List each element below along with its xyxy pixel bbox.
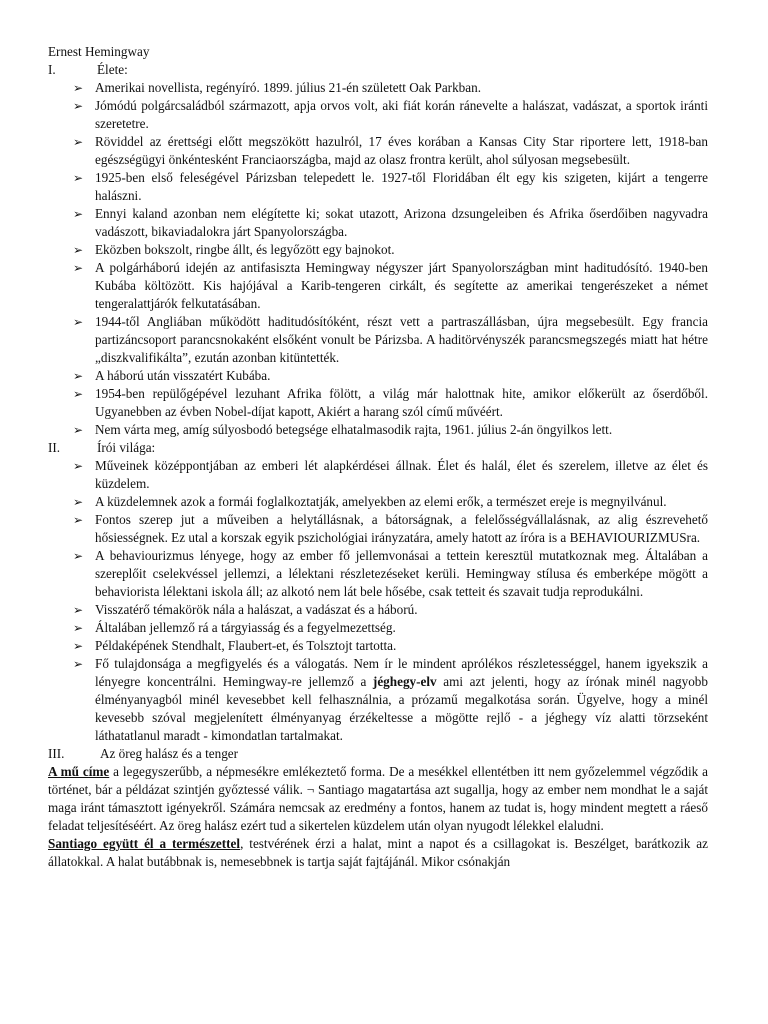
list-item: [48, 97, 708, 133]
list-item: [48, 133, 708, 169]
list-item: [48, 367, 708, 385]
bullet-text: Jómódú polgárcsaládból származott, apja orvos volt, aki fiát korán ránevelte a halászat, vadászat, a sportok iránti szeretetre.: [95, 98, 708, 131]
section-number: I.: [48, 62, 56, 77]
list-item: [48, 601, 708, 619]
list-item: [48, 421, 708, 439]
bullet-text: 1954-ben repülőgépével lezuhant Afrika fölött, a világ már halottnak hite, amikor előkerült az őserdőből. Ugyanebben az évben Nobel-díjat kapott, Akiért a harang szól című művéért.: [95, 386, 708, 419]
paragraph-text: a legegyszerűbb, a népmesékre emlékeztető forma. De a mesékkel ellentétben itt nem győzelemmel végződik a történet, bár a példázat szintjén győztessé válik. ¬ Santiago magatartása azt sugallja, hogy az ember nem mondhat le a saját maga iránt támasztott igényekről. Számára nemcsak az eredmény a fontos, hanem az tudat is, hogy mindent megtett a ráeső feladat teljesítéséért. Az öreg halász ezért tud a sikertelen küzdelem után olyan nyugodt lélekkel elaludni.: [48, 764, 708, 833]
arrow-right-icon: ➢: [73, 459, 84, 473]
bullet-text: 1925-ben első feleségével Párizsban telepedett le. 1927-től Floridában élt egy kis szigeten, kijárt a tengerre halászni.: [95, 170, 708, 203]
arrow-right-icon: ➢: [73, 81, 84, 95]
world-bullet-list-last: [48, 655, 708, 745]
list-item: [48, 205, 708, 241]
bullet-text: Általában jellemző rá a tárgyiasság és a fegyelmezettség.: [95, 620, 396, 635]
list-item: [48, 79, 708, 97]
arrow-right-icon: ➢: [73, 243, 84, 257]
section-heading-world: [48, 439, 708, 457]
paragraph-label: Santiago együtt él a természettel: [48, 836, 241, 851]
bullet-text: Amerikai novellista, regényíró. 1899. július 21-én született Oak Parkban.: [95, 80, 482, 95]
paragraph-text: , testvérének érzi a halat, mint a napot és a csillagokat is. Beszélget, barátkozik az állatokkal. A halat butábbnak is, nemesebbnek is tartja saját fajtájánál. Mikor csónakján: [48, 836, 708, 869]
arrow-right-icon: ➢: [73, 261, 84, 275]
list-item: [48, 241, 708, 259]
bullet-text: Műveinek középpontjában az emberi lét alapkérdései állnak. Élet és halál, élet és szerelem, illetve az élet és küzdelem.: [95, 458, 708, 491]
arrow-right-icon: ➢: [73, 603, 84, 617]
list-item: [48, 547, 708, 601]
list-item: [48, 313, 708, 367]
section-heading-novel: [48, 745, 708, 763]
bullet-text: Ennyi kaland azonban nem elégítette ki; sokat utazott, Arizona dzsungeleiben és Afrika őserdőiben nagyvadra vadászott, bikaviadalokra járt Spanyolországba.: [95, 206, 708, 239]
bullet-text: Eközben bokszolt, ringbe állt, és legyőzött egy bajnokot.: [95, 242, 395, 257]
arrow-right-icon: ➢: [73, 621, 84, 635]
list-item: [48, 511, 708, 547]
list-item: [48, 637, 708, 655]
arrow-right-icon: ➢: [73, 387, 84, 401]
bullet-text: ami azt jelenti, hogy az írónak minél nagyobb élményanyagból minél kevesebbet kell felhasználnia, a prózamű megalkotása során. Ügyelve, hogy a minél kevesebb szóval megjelenített élményanyag érzékeltesse a mögötte rejlő - a jéghegy víz alatti törzseként láthatatlanul maradt - kimondatlan tartalmakat.: [95, 674, 708, 743]
bullet-text: A háború után visszatért Kubába.: [95, 368, 271, 383]
bullet-text: Röviddel az érettségi előtt megszökött hazulról, 17 éves korában a Kansas City Star riportere lett, 1918-ban egészségügyi önkéntesként Franciaországba, majd az olasz frontra került, ahol súlyosan megsebesült.: [95, 134, 708, 167]
world-bullet-list: [48, 457, 708, 655]
bullet-text: Fő tulajdonsága a megfigyelés és a válogatás. Nem ír le mindent aprólékos részletességgel, hanem igyekszik a lényegre koncentrálni. Hemingway-re jellemző a: [95, 656, 708, 689]
section-number: III.: [48, 746, 65, 761]
section-title: Az öreg halász és a tenger: [100, 746, 239, 761]
arrow-right-icon: ➢: [73, 135, 84, 149]
section-title: Élete:: [97, 62, 128, 77]
bullet-text: Visszatérő témakörök nála a halászat, a vadászat és a háború.: [95, 602, 418, 617]
list-item: [48, 169, 708, 205]
arrow-right-icon: ➢: [73, 639, 84, 653]
arrow-right-icon: ➢: [73, 495, 84, 509]
section-title: Írói világa:: [97, 440, 156, 455]
paragraph-label: A mű címe: [48, 764, 110, 779]
arrow-right-icon: ➢: [73, 171, 84, 185]
bullet-text: 1944-től Angliában működött haditudósítóként, részt vett a partraszállásban, újra megsebesült. Egy francia partizáncsoport parancsnokaként elsőként vonult be Párizsba. A haditörvényszék parancsmegszegés miatt hat hétre „diszkvalifikálta”, ezután azonban kitüntették.: [95, 314, 708, 365]
arrow-right-icon: ➢: [73, 207, 84, 221]
arrow-right-icon: ➢: [73, 549, 84, 563]
bullet-text: A küzdelemnek azok a formái foglalkoztatják, amelyekben az elemi erők, a természet ereje is megnyilvánul.: [95, 494, 667, 509]
arrow-right-icon: ➢: [73, 315, 84, 329]
list-item: [48, 259, 708, 313]
section-number: II.: [48, 440, 61, 455]
list-item: [48, 619, 708, 637]
bullet-text: Fontos szerep jut a műveiben a helytállásnak, a bátorságnak, a felelősségvállalásnak, az alig észrevehető hősiességnek. Ez utal a korszak egyik pszichológiai irányzatára, amely hatott az íróra is a BEHAVIOURIZMUSra.: [95, 512, 708, 545]
document-title: Ernest Hemingway: [48, 44, 150, 59]
paragraph-nature: [48, 835, 708, 871]
arrow-right-icon: ➢: [73, 513, 84, 527]
bullet-text: A polgárháború idején az antifasiszta Hemingway négyszer járt Spanyolországban mint haditudósító. 1940-ben Kubába költözött. Kis hajójával a Karib-tengeren cirkált, és segítette az amerikai tengerészeket a német tengeralattjárók felkutatásában.: [95, 260, 708, 311]
arrow-right-icon: ➢: [73, 657, 84, 671]
list-item: [48, 385, 708, 421]
bullet-text: Nem várta meg, amíg súlyosbodó betegsége elhatalmasodik rajta, 1961. július 2-án öngyilkos lett.: [95, 422, 613, 437]
life-bullet-list: [48, 79, 708, 439]
arrow-right-icon: ➢: [73, 369, 84, 383]
bullet-text: A behaviourizmus lényege, hogy az ember fő jellemvonásai a tettein keresztül mutatkoznak meg. Általában a szereplőit cselekvéssel jellemzi, a lélektani részletezéseket kerüli. Hemingway stílusa és emberképe mögött a behaviorista lélektani iskola áll; az alkotó nem lát bele hősébe, csak tetteit és szavait tudja reprodukálni.: [95, 548, 708, 599]
paragraph-title: [48, 763, 708, 835]
list-item: [48, 655, 708, 745]
bold-term: jéghegy-elv: [372, 674, 437, 689]
document-body: [48, 43, 708, 871]
arrow-right-icon: ➢: [73, 99, 84, 113]
arrow-right-icon: ➢: [73, 423, 84, 437]
bullet-text: Példaképének Stendhalt, Flaubert-et, és Tolsztojt tartotta.: [95, 638, 397, 653]
list-item: [48, 457, 708, 493]
list-item: [48, 493, 708, 511]
section-heading-life: [48, 61, 708, 79]
